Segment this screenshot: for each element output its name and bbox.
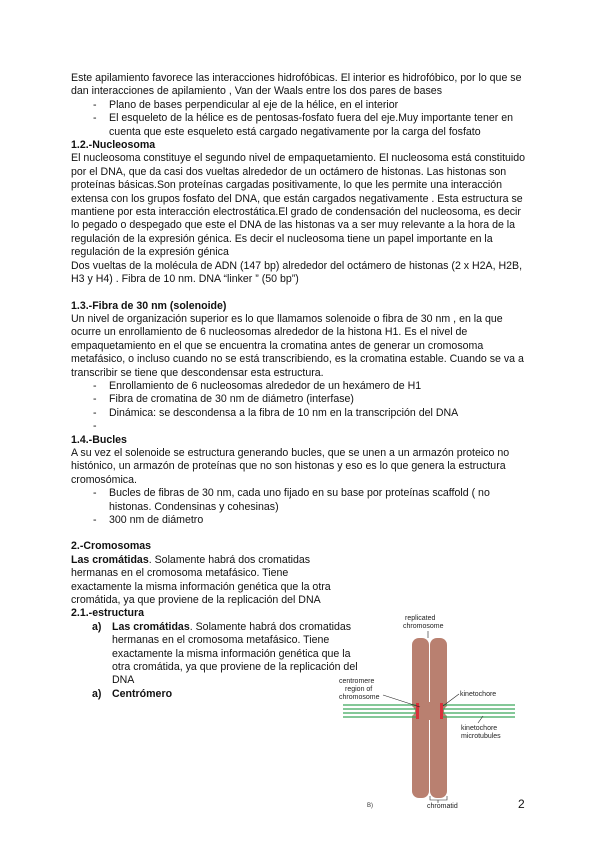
- fibra-bullet-list: [71, 380, 531, 434]
- list-marker: a): [92, 687, 102, 700]
- list-item: - 300 nm de diámetro: [93, 514, 531, 527]
- label-chromosome-region: chromosome: [339, 694, 380, 701]
- item-term: Centrómero: [112, 687, 173, 700]
- label-region-of: region of: [345, 686, 373, 693]
- section-heading-cromosomas: 2.-Cromosomas: [71, 540, 152, 553]
- label-kinetochore: kinetochore: [460, 691, 497, 698]
- item-text: . Solamente habrá dos cromatidas hermanas en el cromosoma metafásico. Tiene exactamente la misma información genética que la otra cromátida, ya que proviene de la replicación del DNA: [112, 620, 358, 687]
- label-microtubules: microtubules: [461, 733, 501, 740]
- intro-paragraph: Este apilamiento favorece las interacciones hidrofóbicas. El interior es hidrofóbico, por lo que se dan interacciones de apilamiento , Van der Waals entre los dos pares de bases: [71, 72, 522, 98]
- chromosome-figure: [333, 610, 523, 810]
- label-replicated: replicated: [405, 615, 436, 622]
- centromere-pinch: [417, 702, 442, 720]
- list-item: - Dinámica: se descondensa a la fibra de 10 nm en la transcripción del DNA: [93, 407, 531, 420]
- cromatidas-term: Las cromátidas: [71, 553, 149, 566]
- item-term: Las cromátidas: [112, 620, 190, 633]
- list-item: - Bucles de fibras de 30 nm, cada uno fijado en su base por proteínas scaffold ( no histonas. Condensinas y cohesinas): [93, 487, 531, 514]
- kinetochore-left: [416, 703, 419, 719]
- microtubules-right: [440, 705, 515, 717]
- list-item: [93, 420, 531, 433]
- microtubules-left: [343, 705, 419, 717]
- list-item: - Enrollamiento de 6 nucleosomas alrededor de un hexámero de H1: [93, 380, 531, 393]
- label-chromosome: chromosome: [403, 623, 444, 630]
- list-item: - Fibra de cromatina de 30 nm de diámetro (interfase): [93, 393, 531, 406]
- label-centromere: centromere: [339, 678, 375, 685]
- list-item: [92, 688, 362, 701]
- section-heading-nucleosoma: 1.2.-Nucleosoma: [71, 139, 156, 152]
- list-item: - Plano de bases perpendicular al eje de la hélice, en el interior: [93, 99, 531, 112]
- label-kinetochore-2: kinetochore: [461, 725, 498, 732]
- nucleosoma-paragraph: El nucleosoma constituye el segundo nivel de empaquetamiento. El nucleosoma está constituido por el DNA, que da casi dos vueltas alrededor de un octámero de histonas. Las histonas son proteínas básicas.Son proteínas cargadas positivamente, lo que les permite una interacción extensa con los grupos fosfato del DNA, que están cargados negativamente . Esta estructura se mantiene por esta interacción electrostática.El grado de condensación del nucleosoma, es decir lo pegado o despegado que este el DNA de las histonas va a ser muy relevante a la hora de la regulación de la expresión génica. Es decir el nucleosoma tiene un papel importante en la regulación de la expresión génica: [71, 152, 526, 259]
- cromatidas-text: . Solamente habrá dos cromatidas hermanas en el cromosoma metafásico. Tiene exactamente la misma información genética que la otra cromátida, ya que proviene de la replicación del DNA: [71, 553, 331, 607]
- bucles-bullet-list: [71, 487, 531, 527]
- section-heading-fibra: 1.3.-Fibra de 30 nm (solenoide): [71, 299, 227, 312]
- list-item: [92, 621, 362, 688]
- bucles-paragraph: A su vez el solenoide se estructura generando bucles, que se unen a un armazón proteico no histónico, un armazón de proteínas que no son histonas y eso es lo que genera la estructura cromosómica.: [71, 446, 510, 486]
- list-item: - El esqueleto de la hélice es de pentosas-fosfato fuera del eje.Muy importante tener en cuenta que este esqueleto está cargado negativamente por la carga del fosfato: [93, 112, 531, 139]
- section-heading-estructura: 2.1.-estructura: [71, 607, 145, 620]
- section-heading-bucles: 1.4.-Bucles: [71, 433, 127, 446]
- kinetochore-right: [440, 703, 443, 719]
- label-chromatid: chromatid: [427, 803, 458, 810]
- cromatidas-paragraph: [71, 554, 341, 608]
- list-marker: a): [92, 620, 102, 633]
- page-number: 2: [518, 797, 525, 811]
- intro-bullet-list: [71, 99, 531, 139]
- figure-mark: B): [367, 803, 373, 809]
- text-column: [71, 72, 531, 701]
- fibra-paragraph: Un nivel de organización superior es lo que llamamos solenoide o fibra de 30 nm , en la que ocurre un enrollamiento de 6 nucleosomas alrededor de la histona H1. Es el nivel de empaquetamiento en el que se encuentra la cromatina antes de generar un cromosoma metafásico, o incluso cuando no se está transcribiendo, es la cromatina estable. Cuando se va a transcribir se tiene que descondensar esta estructura.: [71, 312, 524, 379]
- nucleosoma-paragraph-2: Dos vueltas de la molécula de ADN (147 bp) alrededor del octámero de histonas (2 x H2A, H2B, H3 y H4) . Fibra de 10 nm. DNA “linker ” (50 bp”): [71, 259, 523, 286]
- estructura-list: [71, 621, 362, 701]
